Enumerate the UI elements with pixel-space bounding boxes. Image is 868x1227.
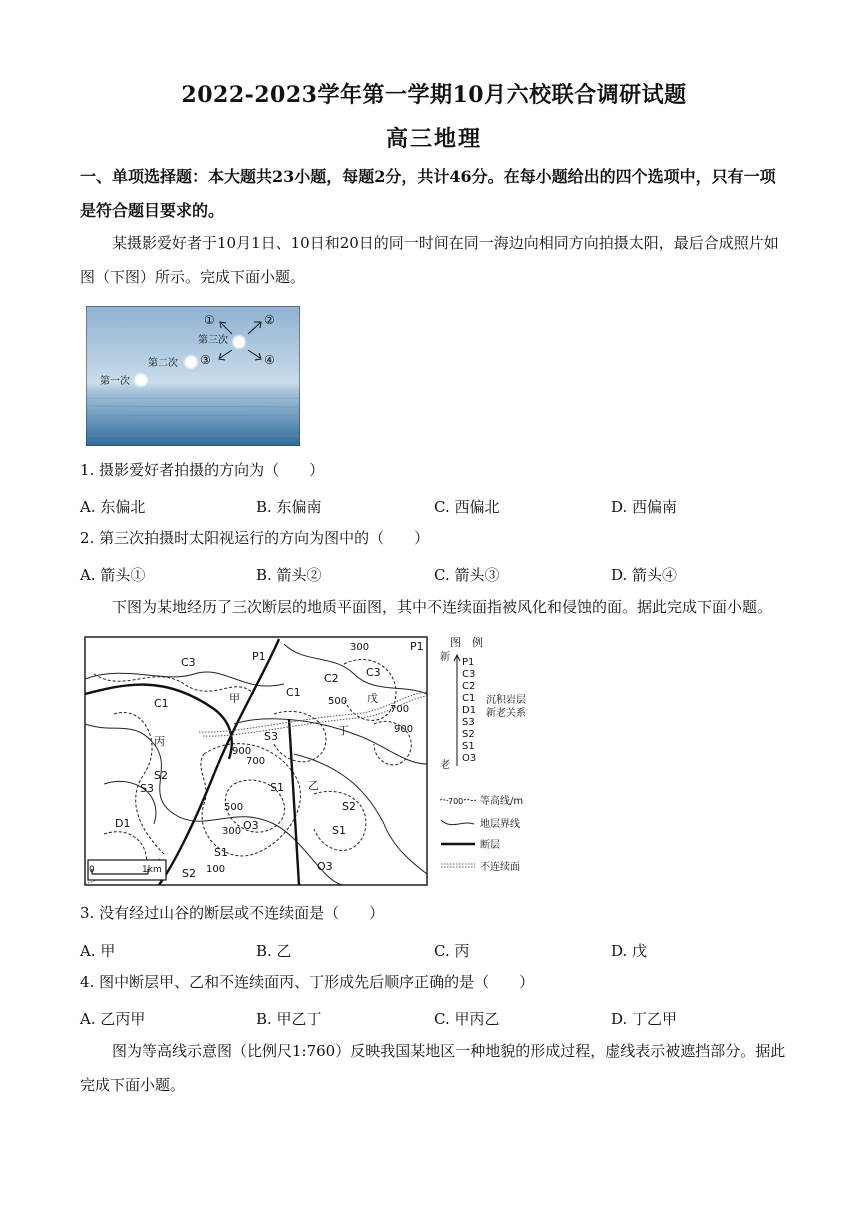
legend-contour-num: 700 (448, 797, 464, 806)
unconformity-ding: 丁 (338, 724, 349, 737)
section-heading: 一、单项选择题：本大题共23小题，每题2分，共计46分。在每小题给出的四个选项中，只有一项是符合题目要求的。 (80, 167, 776, 220)
q1-option-c[interactable]: C. 西偏北 (434, 498, 500, 516)
q1-option-d[interactable]: D. 西偏南 (611, 498, 678, 516)
exam-title: 2022-2023学年第一学期10月六校联合调研试题 (181, 82, 687, 108)
legend-old: 老 (440, 760, 450, 771)
label-first: 第一次 (100, 376, 130, 387)
stratum-C2-a: C2 (324, 672, 339, 685)
q4-option-a[interactable]: A. 乙丙甲 (80, 1010, 146, 1028)
contour-700-b: 700 (246, 756, 266, 767)
q3-option-b[interactable]: B. 乙 (256, 942, 292, 960)
stratum-S1-b: S1 (332, 824, 346, 837)
stratum-wu: 戊 (367, 692, 378, 705)
scale-zero: 0 (89, 865, 95, 875)
q2-stem: 2. 第三次拍摄时太阳视运行的方向为图中的（ ） (80, 529, 430, 547)
stratum-C1-b: C1 (154, 697, 169, 710)
label-second: 第二次 (148, 358, 178, 369)
stratum-D1: D1 (115, 817, 131, 830)
q4-options (80, 1008, 800, 1032)
sun-first (133, 372, 149, 388)
legend-seq-6: S3 (462, 717, 475, 728)
q1-options (80, 496, 800, 520)
stratum-S1-c: S1 (214, 846, 228, 859)
stratum-S2-c: S2 (182, 867, 196, 880)
contour-300-a: 300 (350, 642, 370, 653)
stratum-S3-a: S3 (264, 730, 278, 743)
stratum-C3-a: C3 (181, 656, 196, 669)
q3-option-a[interactable]: A. 甲 (80, 942, 116, 960)
stratum-S3-b: S3 (140, 782, 154, 795)
passage-2: 下图为某地经历了三次断层的地质平面图，其中不连续面指被风化和侵蚀的面。据此完成下面小题。 (112, 598, 773, 616)
q2-option-a[interactable]: A. 箭头① (80, 566, 146, 584)
arrow-3-label: ③ (200, 353, 211, 367)
stratum-S2-a: S2 (154, 769, 168, 782)
q3-option-c[interactable]: C. 丙 (434, 942, 470, 960)
legend-seq-4: C1 (462, 693, 476, 704)
stratum-S1-a: S1 (270, 781, 284, 794)
q2-option-d[interactable]: D. 箭头④ (611, 566, 678, 584)
passage-3: 图为等高线示意图（比例尺1:760）反映我国某地区一种地貌的形成过程，虚线表示被遮挡部分。据此完成下面小题。 (80, 1042, 786, 1094)
sun-photo-figure (86, 306, 300, 446)
legend-seq-5: D1 (462, 705, 477, 716)
legend-seq-1: P1 (462, 657, 475, 668)
q3-options (80, 940, 800, 964)
arrow-4-label: ④ (264, 353, 275, 367)
arrow-2-label: ② (264, 313, 275, 327)
q1-option-b[interactable]: B. 东偏南 (256, 498, 322, 516)
legend-seq-2: C3 (462, 669, 476, 680)
legend-boundary: 地层界线 (480, 819, 520, 830)
contour-300-b: 300 (222, 826, 242, 837)
q1-stem: 1. 摄影爱好者拍摄的方向为（ ） (80, 461, 325, 479)
sun-third (231, 334, 247, 350)
contour-500-a: 500 (328, 696, 348, 707)
q2-option-c[interactable]: C. 箭头③ (434, 566, 500, 584)
q4-option-c[interactable]: C. 甲丙乙 (434, 1010, 500, 1028)
stratum-P1-b: P1 (410, 640, 424, 653)
legend-title: 图 例 (450, 636, 483, 649)
passage-1: 某摄影爱好者于10月1日、10日和20日的同一时间在同一海边向相同方向拍摄太阳，最后合成照片如图（下图）所示。完成下面小题。 (80, 234, 779, 286)
q3-option-d[interactable]: D. 戊 (611, 942, 648, 960)
exam-subtitle: 高三地理 (385, 126, 482, 152)
q2-options (80, 564, 800, 588)
contour-900-a: 900 (394, 724, 414, 735)
q4-option-b[interactable]: B. 甲乙丁 (256, 1010, 322, 1028)
label-third: 第三次 (198, 335, 228, 346)
q3-stem: 3. 没有经过山谷的断层或不连续面是（ ） (80, 904, 385, 922)
contour-900-b: 900 (232, 746, 252, 757)
contour-500-b: 500 (224, 802, 244, 813)
stratum-O3-b: O3 (317, 860, 333, 873)
fault-jia: 甲 (229, 692, 240, 705)
stratum-C1-a: C1 (286, 686, 301, 699)
stratum-P1-a: P1 (252, 650, 266, 663)
legend-seq-9: O3 (462, 753, 477, 764)
q4-stem: 4. 图中断层甲、乙和不连续面丙、丁形成先后顺序正确的是（ ） (80, 973, 535, 991)
stratum-C3-b: C3 (366, 666, 381, 679)
unconformity-bing: 丙 (154, 735, 165, 748)
legend-desc-1: 沉积岩层 (486, 695, 526, 706)
legend-fault: 断层 (480, 840, 500, 851)
q4-option-d[interactable]: D. 丁乙甲 (611, 1010, 678, 1028)
stratum-O3-a: O3 (243, 819, 259, 832)
legend-desc-2: 新老关系 (486, 708, 526, 719)
contour-700-a: 700 (390, 704, 410, 715)
fault-yi: 乙 (308, 779, 319, 792)
geologic-map-figure (84, 634, 544, 888)
legend-seq-3: C2 (462, 681, 476, 692)
legend-new: 新 (440, 652, 450, 663)
sun-second (183, 354, 199, 370)
contour-100: 100 (206, 864, 226, 875)
scale-1km: 1km (142, 865, 162, 875)
q2-option-b[interactable]: B. 箭头② (256, 566, 322, 584)
legend-contour: 等高线/m (480, 796, 524, 807)
legend-seq-8: S1 (462, 741, 475, 752)
arrow-1-label: ① (204, 313, 215, 327)
legend-seq-7: S2 (462, 729, 475, 740)
q1-option-a[interactable]: A. 东偏北 (80, 498, 146, 516)
stratum-S2-b: S2 (342, 800, 356, 813)
legend-unconformity: 不连续面 (480, 862, 520, 873)
